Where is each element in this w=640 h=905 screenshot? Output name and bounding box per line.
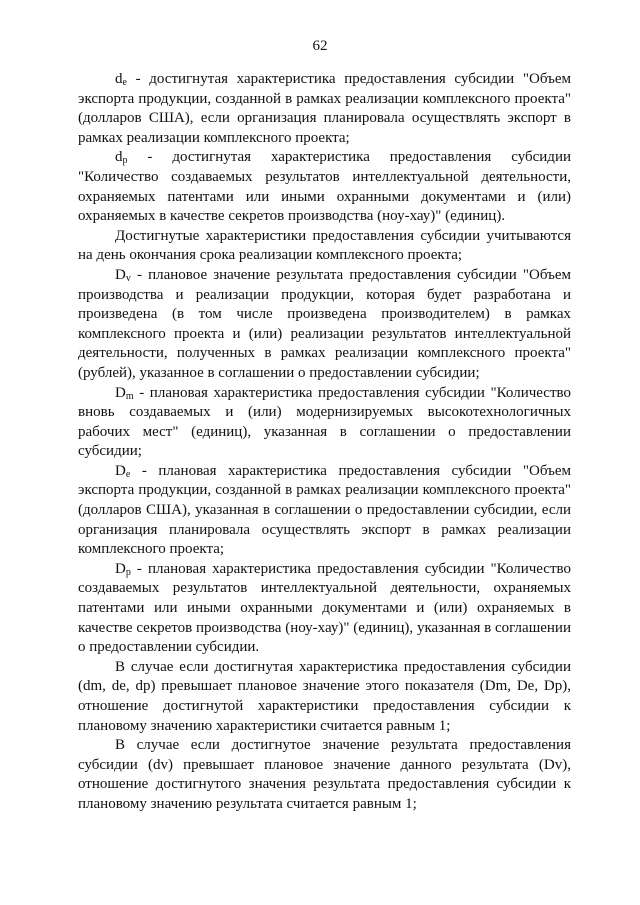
- symbol-subscript: e: [125, 468, 131, 480]
- paragraph-text: - достигнутая характеристика предоставления субсидии "Объем экспорта продукции, созданной в рамках реализации комплексного проекта" (долларов США), если организация планировала осуществлять экспорт в рамках реализации комплексного проекта;: [78, 71, 571, 146]
- symbol-subscript: v: [125, 272, 131, 284]
- paragraph-result-exceeds: [78, 736, 571, 814]
- paragraph-achieved-characteristics: [78, 227, 571, 266]
- paragraph-Dv: [78, 266, 571, 384]
- paragraph-Dp: [78, 560, 571, 658]
- symbol-letter: D: [115, 462, 126, 479]
- symbol-letter: d: [115, 71, 123, 87]
- symbol-subscript: p: [125, 566, 131, 578]
- symbol-letter: D: [115, 560, 126, 577]
- paragraph-text: - плановая характеристика предоставления субсидии "Объем экспорта продукции, созданной в рамках реализации комплексного проекта" (долларов США), указанная в соглашении о предоставлении субсидии, если организация планировала осуществлять экспорт в рамках реализации комплексного проекта;: [78, 462, 571, 558]
- paragraph-text: В случае если достигнутая характеристика предоставления субсидии (dm, de, dp) превышает плановое значение этого показателя (Dm, De, Dp), отношение достигнутой характеристики предоставления субсидии к плановому значению характеристики считается равным 1;: [78, 658, 571, 734]
- paragraph-dp: [78, 148, 571, 226]
- page-number: 62: [312, 38, 328, 54]
- symbol-letter: D: [115, 266, 126, 283]
- symbol-subscript: p: [122, 155, 128, 167]
- paragraph-de: [78, 70, 571, 148]
- paragraph-text: - плановая характеристика предоставления субсидии "Количество вновь создаваемых и (или) модернизируемых высокотехнологичных рабочих мест" (единиц), указанная в соглашении о предоставлении субсидии;: [78, 384, 571, 460]
- paragraph-text: В случае если достигнутое значение результата предоставления субсидии (dv) превышает плановое значение данного результата (Dv), отношение достигнутого значения результата предоставления субсидии к плановому значению результата считается равным 1;: [78, 737, 571, 812]
- paragraph-characteristic-exceeds: [78, 658, 571, 736]
- paragraph-text: Достигнутые характеристики предоставления субсидии учитываются на день окончания срока реализации комплексного проекта;: [78, 227, 571, 264]
- paragraph-text: - плановое значение результата предоставления субсидии "Объем производства и реализации продукции, которая будет разработана и произведена (в том числе произведена производителем) в рамках комплексного проекта и (или) реализации результатов интеллектуальной деятельности, полученных в рамках реализации комплексного проекта" (рублей), указанное в соглашении о предоставлении субсидии;: [78, 266, 571, 381]
- symbol-letter: D: [115, 384, 126, 401]
- paragraph-De: [78, 462, 571, 560]
- document-body: [78, 70, 571, 815]
- symbol-letter: d: [115, 149, 123, 166]
- paragraph-text: - плановая характеристика предоставления субсидии "Количество создаваемых результатов интеллектуальной деятельности, охраняемых патентами или иными охранными документами и (или) охраняемых в качестве секретов производства (ноу-хау)" (единиц), указанная в соглашении о предоставлении субсидии.: [78, 560, 571, 656]
- symbol-subscript: e: [122, 77, 127, 88]
- paragraph-Dm: [78, 384, 571, 462]
- paragraph-text: - достигнутая характеристика предоставления субсидии "Количество создаваемых результатов интеллектуальной деятельности, охраняемых патентами или иными охранными документами и (или) охраняемых в качестве секретов производства (ноу-хау)" (единиц).: [78, 149, 571, 225]
- symbol-subscript: m: [125, 390, 134, 402]
